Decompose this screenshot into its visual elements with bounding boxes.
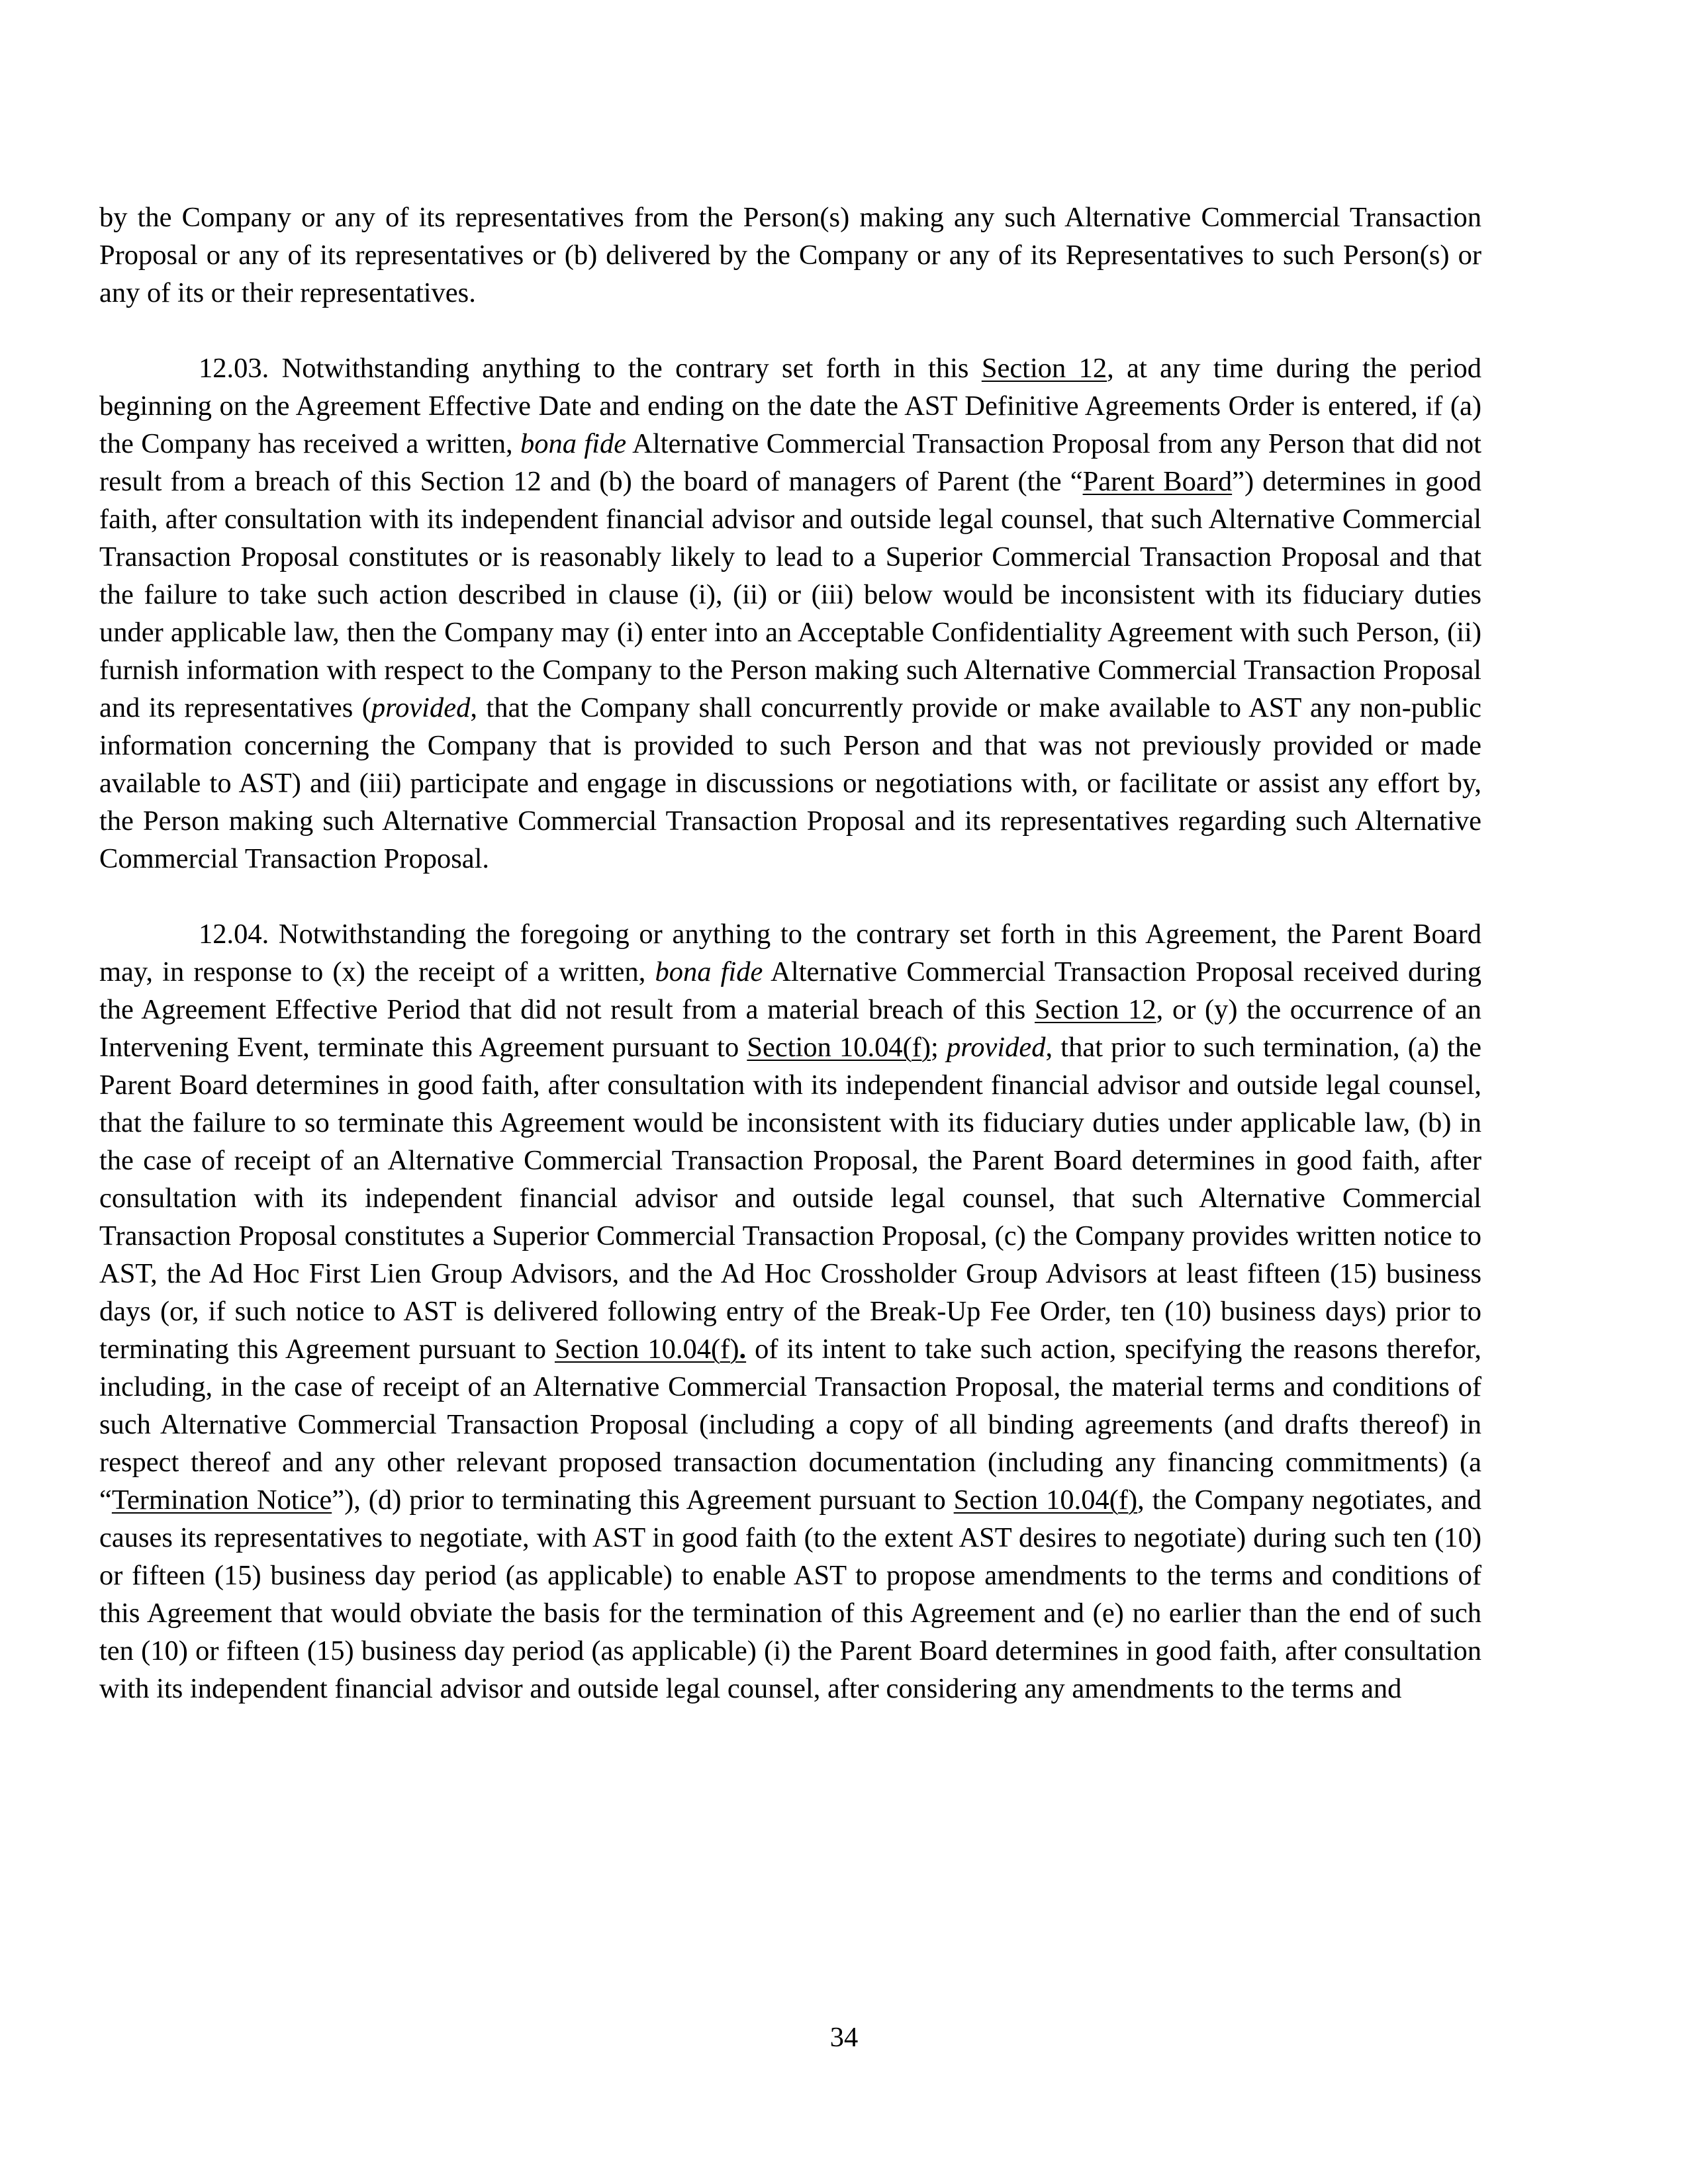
paragraph-text: by the Company or any of its representatives from the Person(s) making any such Alternative Commercial Transaction Proposal or any of its representatives or (b) delivered by the Company or any of its Representatives to such Person(s) or any of its or their representatives.: [99, 202, 1481, 308]
text-run: ;: [931, 1032, 947, 1063]
provided-term: provided: [947, 1032, 1046, 1063]
page-number: 34: [829, 2022, 859, 2053]
section-12-03-paragraph: [99, 349, 1481, 878]
text-run: Alternative Commercial Transaction Proposal from any Person that did not result from a breach of this Section 12 and (b) the board of managers of Parent (the “: [99, 428, 1481, 497]
text-run: , at any time during the period beginning on the Agreement Effective Date and ending on the date the AST Definitive Agreements Order is entered, if (a) the Company has received a written,: [99, 353, 1481, 459]
text-run: , that prior to such termination, (a) the Parent Board determines in good faith, after consultation with its independent financial advisor and outside legal counsel, that the failure to so terminate this Agreement would be inconsistent with its fiduciary duties under applicable law, (b) in the case of receipt of an Alternative Commercial Transaction Proposal, the Parent Board determines in good faith, after consultation with its independent financial advisor and outside legal counsel, that such Alternative Commercial Transaction Proposal constitutes a Superior Commercial Transaction Proposal, (c) the Company provides written notice to AST, the Ad Hoc First Lien Group Advisors, and the Ad Hoc Crossholder Group Advisors at least fifteen (15) business days (or, if such notice to AST is delivered following entry of the Break-Up Fee Order, ten (10) business days) prior to terminating this Agreement pursuant to: [99, 1032, 1481, 1365]
text-run: , or (y) the occurrence of an Intervening Event, terminate this Agreement pursuant to: [99, 994, 1481, 1063]
text-run: , the Company negotiates, and causes its representatives to negotiate, with AST in good faith (to the extent AST desires to negotiate) during such ten (10) or fifteen (15) business day period (as applicable) to enable AST to propose amendments to the terms and conditions of this Agreement that would obviate the basis for the termination of this Agreement and (e) no earlier than the end of such ten (10) or fifteen (15) business day period (as applicable) (i) the Parent Board determines in good faith, after consultation with its independent financial advisor and outside legal counsel, after considering any amendments to the terms and: [99, 1484, 1481, 1704]
provided-term: provided: [371, 692, 471, 723]
parent-board-defined-term: Parent Board: [1082, 466, 1233, 497]
bona-fide-term: bona fide: [520, 428, 627, 459]
section-12-04-paragraph: [99, 915, 1481, 1707]
text-run: of its intent to take such action, specifying the reasons therefor, including, in the case of receipt of an Alternative Commercial Transaction Proposal, the material terms and conditions of such Alternative Commercial Transaction Proposal (including a copy of all binding agreements (and drafts thereof) in respect thereof and any other relevant proposed transaction documentation (including any financing commitments) (a “: [99, 1334, 1481, 1516]
paragraph-continuation: [99, 199, 1481, 312]
section-12-reference: Section 12: [981, 353, 1107, 384]
section-10-04-f-reference: Section 10.04(f): [554, 1334, 739, 1365]
text-run: , that the Company shall concurrently provide or make available to AST any non-public information concerning the Company that is provided to such Person and that was not previously provided or made available to AST) and (iii) participate and engage in discussions or negotiations with, or facilitate or assist any effort by, the Person making such Alternative Commercial Transaction Proposal and its representatives regarding such Alternative Commercial Transaction Proposal.: [99, 692, 1481, 874]
bona-fide-term: bona fide: [655, 956, 763, 987]
text-run: ”), (d) prior to terminating this Agreement pursuant to: [332, 1484, 954, 1516]
termination-notice-defined-term: Termination Notice: [111, 1484, 332, 1516]
text-run: 12.03. Notwithstanding anything to the contrary set forth in this: [199, 353, 982, 384]
document-page: [99, 199, 1481, 1745]
section-10-04-f-reference: Section 10.04(f): [953, 1484, 1138, 1516]
text-run: 12.04. Notwithstanding the foregoing or anything to the contrary set forth in this Agreement, the Parent Board may, in response to (x) the receipt of a written,: [99, 919, 1481, 987]
text-run: ”) determines in good faith, after consultation with its independent financial advisor and outside legal counsel, that such Alternative Commercial Transaction Proposal constitutes or is reasonably likely to lead to a Superior Commercial Transaction Proposal and that the failure to take such action described in clause (i), (ii) or (iii) below would be inconsistent with its fiduciary duties under applicable law, then the Company may (i) enter into an Acceptable Confidentiality Agreement with such Person, (ii) furnish information with respect to the Company to the Person making such Alternative Commercial Transaction Proposal and its representatives (: [99, 466, 1482, 723]
section-10-04-f-reference: Section 10.04(f): [747, 1032, 931, 1063]
section-12-reference: Section 12: [1035, 994, 1156, 1025]
bold-period: .: [739, 1334, 747, 1365]
text-run: Alternative Commercial Transaction Proposal received during the Agreement Effective Period that did not result from a material breach of this: [99, 956, 1481, 1025]
